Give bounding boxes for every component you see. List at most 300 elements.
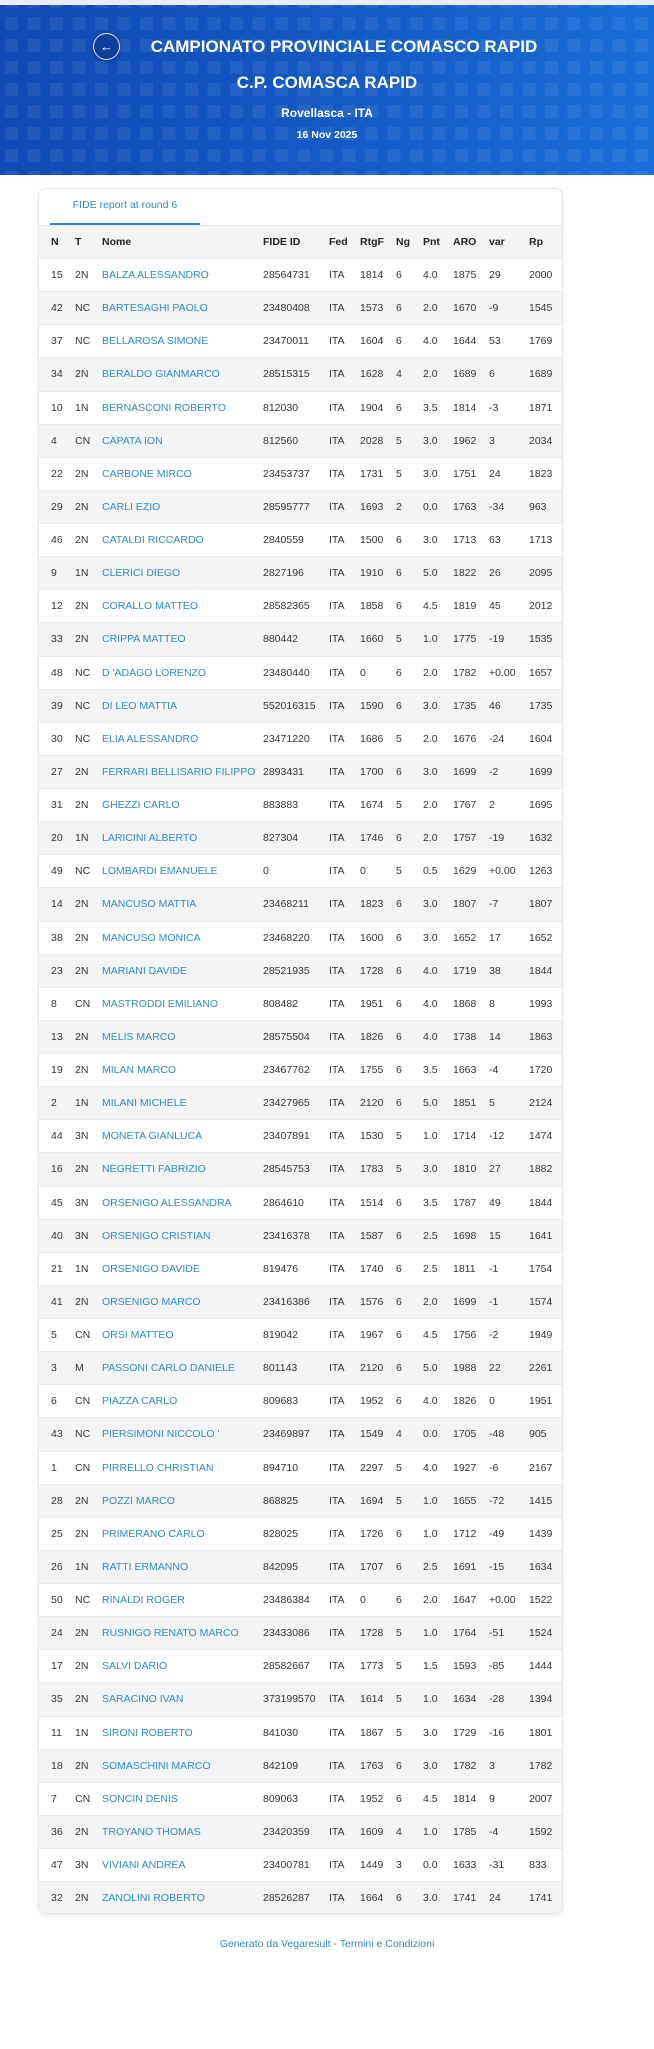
cell-fed: ITA [329,1451,360,1484]
cell-var: 3 [489,424,529,457]
cell-var: 45 [489,590,529,623]
cell-aro: 1729 [453,1716,489,1749]
cell-pnt: 4.0 [423,954,453,987]
cell-pnt: 2.0 [423,789,453,822]
cell-aro: 1735 [453,689,489,722]
table-row [39,1550,562,1583]
player-name-link[interactable]: PASSONI CARLO DANIELE [102,1352,263,1385]
cell-rp: 1801 [529,1716,562,1749]
cell-t: 2N [75,1749,102,1782]
cell-ng: 6 [396,1087,423,1120]
table-row [39,1882,562,1914]
player-name-link[interactable]: CARBONE MIRCO [102,457,263,490]
cell-var: -85 [489,1650,529,1683]
cell-rtgf: 1728 [360,954,396,987]
cell-var: 26 [489,557,529,590]
cell-t: 2N [75,1617,102,1650]
cell-pnt: 4.5 [423,1319,453,1352]
cell-rtgf: 1858 [360,590,396,623]
player-name-link[interactable]: MASTRODDI EMILIANO [102,987,263,1020]
header-col-n: N [39,226,75,259]
cell-rtgf: 1952 [360,1385,396,1418]
table-row [39,888,562,921]
cell-ng: 6 [396,325,423,358]
cell-rtgf: 0 [360,656,396,689]
cell-n: 7 [39,1782,75,1815]
cell-fed: ITA [329,656,360,689]
cell-rp: 1769 [529,325,562,358]
table-row [39,524,562,557]
player-name-link[interactable]: SIRONI ROBERTO [102,1716,263,1749]
cell-fide-id: 23427965 [263,1087,329,1120]
cell-var: 63 [489,524,529,557]
cell-pnt: 3.0 [423,1716,453,1749]
cell-n: 31 [39,789,75,822]
cell-n: 21 [39,1252,75,1285]
cell-aro: 1763 [453,490,489,523]
cell-fide-id: 2840559 [263,524,329,557]
cell-fide-id: 812030 [263,391,329,424]
cell-t: 2N [75,755,102,788]
cell-pnt: 2.5 [423,1550,453,1583]
table-row [39,1120,562,1153]
cell-aro: 1822 [453,557,489,590]
cell-fide-id: 28526287 [263,1882,329,1914]
cell-var: -1 [489,1285,529,1318]
player-name-link[interactable]: MELIS MARCO [102,1020,263,1053]
cell-aro: 1738 [453,1020,489,1053]
table-row [39,1517,562,1550]
cell-fed: ITA [329,1650,360,1683]
player-name-link[interactable]: ELIA ALESSANDRO [102,722,263,755]
cell-rtgf: 1867 [360,1716,396,1749]
player-name-link[interactable]: BARTESAGHI PAOLO [102,292,263,325]
cell-fed: ITA [329,1782,360,1815]
cell-aro: 1811 [453,1252,489,1285]
player-name-link[interactable]: CRIPPA MATTEO [102,623,263,656]
cell-t: 1N [75,1550,102,1583]
player-name-link[interactable]: NEGRETTI FABRIZIO [102,1153,263,1186]
player-name-link[interactable]: ORSI MATTEO [102,1319,263,1352]
player-name-link[interactable]: ORSENIGO MARCO [102,1285,263,1318]
table-row [39,1815,562,1848]
cell-fed: ITA [329,789,360,822]
cell-fed: ITA [329,855,360,888]
table-row [39,325,562,358]
cell-aro: 1782 [453,656,489,689]
cell-var: 9 [489,1782,529,1815]
table-row [39,358,562,391]
cell-ng: 6 [396,292,423,325]
player-name-link[interactable]: MILANI MICHELE [102,1087,263,1120]
player-name-link[interactable]: FERRARI BELLISARIO FILIPPO [102,755,263,788]
cell-var: 49 [489,1186,529,1219]
cell-rtgf: 1660 [360,623,396,656]
cell-t: 1N [75,822,102,855]
cell-fed: ITA [329,1550,360,1583]
cell-rtgf: 1814 [360,259,396,292]
cell-ng: 6 [396,1782,423,1815]
cell-t: NC [75,1418,102,1451]
cell-n: 41 [39,1285,75,1318]
cell-t: NC [75,325,102,358]
player-name-link[interactable]: RATTI ERMANNO [102,1550,263,1583]
cell-ng: 5 [396,1617,423,1650]
cell-n: 20 [39,822,75,855]
cell-fed: ITA [329,490,360,523]
cell-fed: ITA [329,590,360,623]
cell-t: 2N [75,623,102,656]
player-name-link[interactable]: RINALDI ROGER [102,1584,263,1617]
cell-fide-id: 801143 [263,1352,329,1385]
player-name-link[interactable]: BALZA ALESSANDRO [102,259,263,292]
cell-fed: ITA [329,1418,360,1451]
player-name-link[interactable]: BERNASCONI ROBERTO [102,391,263,424]
cell-rtgf: 1590 [360,689,396,722]
cell-pnt: 3.0 [423,457,453,490]
player-name-link[interactable]: ORSENIGO DAVIDE [102,1252,263,1285]
cell-ng: 6 [396,1054,423,1087]
cell-fide-id: 23480408 [263,292,329,325]
cell-ng: 4 [396,1418,423,1451]
cell-t: NC [75,1584,102,1617]
cell-rp: 1782 [529,1749,562,1782]
cell-rp: 2000 [529,259,562,292]
player-name-link[interactable]: D 'ADAGO LORENZO [102,656,263,689]
cell-aro: 1826 [453,1385,489,1418]
cell-rp: 1871 [529,391,562,424]
cell-fide-id: 28521935 [263,954,329,987]
cell-aro: 1751 [453,457,489,490]
cell-var: -15 [489,1550,529,1583]
cell-ng: 6 [396,1285,423,1318]
cell-t: 2N [75,1153,102,1186]
cell-ng: 6 [396,1219,423,1252]
cell-fide-id: 23468220 [263,921,329,954]
footer-separator: - [330,1938,340,1950]
cell-var: 38 [489,954,529,987]
vegaresult-link[interactable]: Generato da Vegaresult [219,1938,331,1950]
player-name-link[interactable]: SARACINO IVAN [102,1683,263,1716]
cell-fide-id: 809683 [263,1385,329,1418]
cell-ng: 6 [396,689,423,722]
cell-rp: 1524 [529,1617,562,1650]
cell-ng: 6 [396,1385,423,1418]
header-col-pnt: Pnt [423,226,453,259]
player-name-link[interactable]: BELLAROSA SIMONE [102,325,263,358]
cell-pnt: 1.0 [423,1120,453,1153]
player-name-link[interactable]: MILAN MARCO [102,1054,263,1087]
cell-n: 19 [39,1054,75,1087]
cell-aro: 1629 [453,855,489,888]
player-name-link[interactable]: VIVIANI ANDREA [102,1849,263,1882]
cell-n: 30 [39,722,75,755]
player-name-link[interactable]: CLERICI DIEGO [102,557,263,590]
table-row [39,623,562,656]
cell-rp: 1689 [529,358,562,391]
cell-rp: 963 [529,490,562,523]
cell-pnt: 4.5 [423,1782,453,1815]
player-name-link[interactable]: CORALLO MATTEO [102,590,263,623]
cell-aro: 1741 [453,1882,489,1914]
cell-rtgf: 1587 [360,1219,396,1252]
cell-fide-id: 23420359 [263,1815,329,1848]
cell-t: 2N [75,1815,102,1848]
cell-t: 2N [75,524,102,557]
cell-fide-id: 28582667 [263,1650,329,1683]
cell-fide-id: 23416378 [263,1219,329,1252]
cell-t: 2N [75,921,102,954]
table-row [39,1484,562,1517]
table-body [39,259,562,1915]
table-row [39,954,562,987]
cell-fed: ITA [329,1517,360,1550]
cell-pnt: 3.0 [423,1749,453,1782]
tab-bar [39,189,562,226]
cell-pnt: 4.0 [423,1451,453,1484]
cell-aro: 1644 [453,325,489,358]
cell-rp: 2261 [529,1352,562,1385]
cell-t: 2N [75,259,102,292]
cell-rtgf: 2297 [360,1451,396,1484]
cell-n: 12 [39,590,75,623]
table-row [39,1186,562,1219]
cell-fide-id: 2864610 [263,1186,329,1219]
cell-ng: 6 [396,921,423,954]
cell-n: 43 [39,1418,75,1451]
cell-rtgf: 1693 [360,490,396,523]
cell-n: 27 [39,755,75,788]
footer [0,1938,654,1950]
player-name-link[interactable]: GHEZZI CARLO [102,789,263,822]
cell-rtgf: 1967 [360,1319,396,1352]
cell-pnt: 1.0 [423,623,453,656]
cell-t: 2N [75,1054,102,1087]
cell-pnt: 2.0 [423,358,453,391]
table-row [39,656,562,689]
header-col-fed: Fed [329,226,360,259]
cell-pnt: 3.0 [423,1153,453,1186]
cell-n: 6 [39,1385,75,1418]
cell-rtgf: 1628 [360,358,396,391]
cell-var: -28 [489,1683,529,1716]
cell-rp: 1823 [529,457,562,490]
cell-fide-id: 819042 [263,1319,329,1352]
cell-rtgf: 0 [360,855,396,888]
cell-t: 2N [75,590,102,623]
cell-fed: ITA [329,457,360,490]
cell-ng: 5 [396,1451,423,1484]
player-name-link[interactable]: SOMASCHINI MARCO [102,1749,263,1782]
terms-link[interactable]: Termini e Condizioni [339,1938,435,1950]
cell-pnt: 0.0 [423,1849,453,1882]
player-name-link[interactable]: MANCUSO MATTIA [102,888,263,921]
cell-aro: 1868 [453,987,489,1020]
player-name-link[interactable]: TROYANO THOMAS [102,1815,263,1848]
cell-fed: ITA [329,1484,360,1517]
cell-ng: 4 [396,1815,423,1848]
cell-aro: 1814 [453,1782,489,1815]
player-name-link[interactable]: MARIANI DAVIDE [102,954,263,987]
cell-fide-id: 28575504 [263,1020,329,1053]
cell-fide-id: 842095 [263,1550,329,1583]
cell-rp: 1652 [529,921,562,954]
player-name-link[interactable]: RUSNIGO RENATO MARCO [102,1617,263,1650]
cell-fide-id: 23433086 [263,1617,329,1650]
cell-fed: ITA [329,1087,360,1120]
cell-fed: ITA [329,1020,360,1053]
cell-rtgf: 1904 [360,391,396,424]
player-name-link[interactable]: PIAZZA CARLO [102,1385,263,1418]
cell-pnt: 2.5 [423,1219,453,1252]
cell-rtgf: 1664 [360,1882,396,1914]
cell-aro: 1712 [453,1517,489,1550]
cell-ng: 6 [396,1319,423,1352]
cell-ng: 6 [396,259,423,292]
cell-n: 4 [39,424,75,457]
cell-fed: ITA [329,1882,360,1914]
cell-fide-id: 842109 [263,1749,329,1782]
cell-fed: ITA [329,292,360,325]
cell-t: 3N [75,1120,102,1153]
player-name-link[interactable]: CAPATA ION [102,424,263,457]
cell-fed: ITA [329,259,360,292]
table-row [39,1020,562,1053]
player-name-link[interactable]: CATALDI RICCARDO [102,524,263,557]
player-name-link[interactable]: SONCIN DENIS [102,1782,263,1815]
cell-aro: 1647 [453,1584,489,1617]
cell-fide-id: 23480440 [263,656,329,689]
cell-rtgf: 1910 [360,557,396,590]
player-name-link[interactable]: PIRRELLO CHRISTIAN [102,1451,263,1484]
player-name-link[interactable]: PIERSIMONI NICCOLO ' [102,1418,263,1451]
cell-pnt: 0.0 [423,490,453,523]
player-name-link[interactable]: LOMBARDI EMANUELE [102,855,263,888]
header-col-rp: Rp [529,226,562,259]
player-name-link[interactable]: ORSENIGO ALESSANDRA [102,1186,263,1219]
cell-fed: ITA [329,391,360,424]
cell-rtgf: 1600 [360,921,396,954]
cell-ng: 3 [396,1849,423,1882]
cell-pnt: 3.0 [423,689,453,722]
cell-aro: 1962 [453,424,489,457]
cell-var: -2 [489,755,529,788]
cell-t: 2N [75,1285,102,1318]
table-row [39,1285,562,1318]
cell-aro: 1757 [453,822,489,855]
cell-rp: 1394 [529,1683,562,1716]
cell-var: 24 [489,1882,529,1914]
cell-n: 49 [39,855,75,888]
cell-aro: 1705 [453,1418,489,1451]
cell-ng: 6 [396,1252,423,1285]
cell-pnt: 4.0 [423,325,453,358]
cell-ng: 6 [396,1020,423,1053]
cell-fed: ITA [329,1617,360,1650]
cell-rp: 1439 [529,1517,562,1550]
player-name-link[interactable]: MANCUSO MONICA [102,921,263,954]
cell-aro: 1698 [453,1219,489,1252]
cell-aro: 1819 [453,590,489,623]
player-name-link[interactable]: POZZI MARCO [102,1484,263,1517]
cell-rp: 1741 [529,1882,562,1914]
cell-aro: 1663 [453,1054,489,1087]
cell-rtgf: 1674 [360,789,396,822]
cell-rtgf: 1726 [360,1517,396,1550]
cell-n: 2 [39,1087,75,1120]
cell-fide-id: 373199570 [263,1683,329,1716]
tournament-subtitle: C.P. COMASCA RAPID [236,73,418,92]
player-name-link[interactable]: SALVI DARIO [102,1650,263,1683]
cell-t: M [75,1352,102,1385]
cell-t: 2N [75,1484,102,1517]
cell-ng: 6 [396,391,423,424]
table-row [39,1219,562,1252]
cell-rp: 2034 [529,424,562,457]
player-name-link[interactable]: ZANOLINI ROBERTO [102,1882,263,1914]
cell-rtgf: 1514 [360,1186,396,1219]
cell-var: +0.00 [489,1584,529,1617]
cell-t: CN [75,1319,102,1352]
cell-n: 42 [39,292,75,325]
cell-fide-id: 23416386 [263,1285,329,1318]
player-name-link[interactable]: MONETA GIANLUCA [102,1120,263,1153]
cell-fed: ITA [329,1153,360,1186]
cell-fide-id: 28582365 [263,590,329,623]
cell-ng: 6 [396,656,423,689]
cell-var: -51 [489,1617,529,1650]
player-name-link[interactable]: LARICINI ALBERTO [102,822,263,855]
cell-pnt: 3.0 [423,424,453,457]
player-name-link[interactable]: PRIMERANO CARLO [102,1517,263,1550]
tab-fide-report[interactable]: FIDE report at round 6 [50,189,200,225]
cell-n: 26 [39,1550,75,1583]
cell-pnt: 0.5 [423,855,453,888]
player-name-link[interactable]: CARLI EZIO [102,490,263,523]
header-col-var: var [489,226,529,259]
player-name-link[interactable]: DI LEO MATTIA [102,689,263,722]
cell-t: 2N [75,1882,102,1914]
cell-pnt: 1.5 [423,1650,453,1683]
cell-rp: 1735 [529,689,562,722]
player-name-link[interactable]: ORSENIGO CRISTIAN [102,1219,263,1252]
cell-rtgf: 2120 [360,1352,396,1385]
cell-rtgf: 1500 [360,524,396,557]
cell-fide-id: 23468211 [263,888,329,921]
cell-t: 2N [75,789,102,822]
cell-aro: 1714 [453,1120,489,1153]
cell-n: 32 [39,1882,75,1914]
cell-n: 47 [39,1849,75,1882]
cell-ng: 6 [396,755,423,788]
cell-var: -12 [489,1120,529,1153]
cell-fide-id: 23453737 [263,457,329,490]
table-row [39,1617,562,1650]
cell-n: 16 [39,1153,75,1186]
cell-aro: 1633 [453,1849,489,1882]
player-name-link[interactable]: BERALDO GIANMARCO [102,358,263,391]
cell-fed: ITA [329,524,360,557]
cell-pnt: 3.5 [423,391,453,424]
cell-rp: 1882 [529,1153,562,1186]
cell-aro: 1814 [453,391,489,424]
cell-ng: 6 [396,1584,423,1617]
table-row [39,789,562,822]
cell-rtgf: 1449 [360,1849,396,1882]
table-row [39,557,562,590]
cell-fide-id: 28595777 [263,490,329,523]
header-col-aro: ARO [453,226,489,259]
